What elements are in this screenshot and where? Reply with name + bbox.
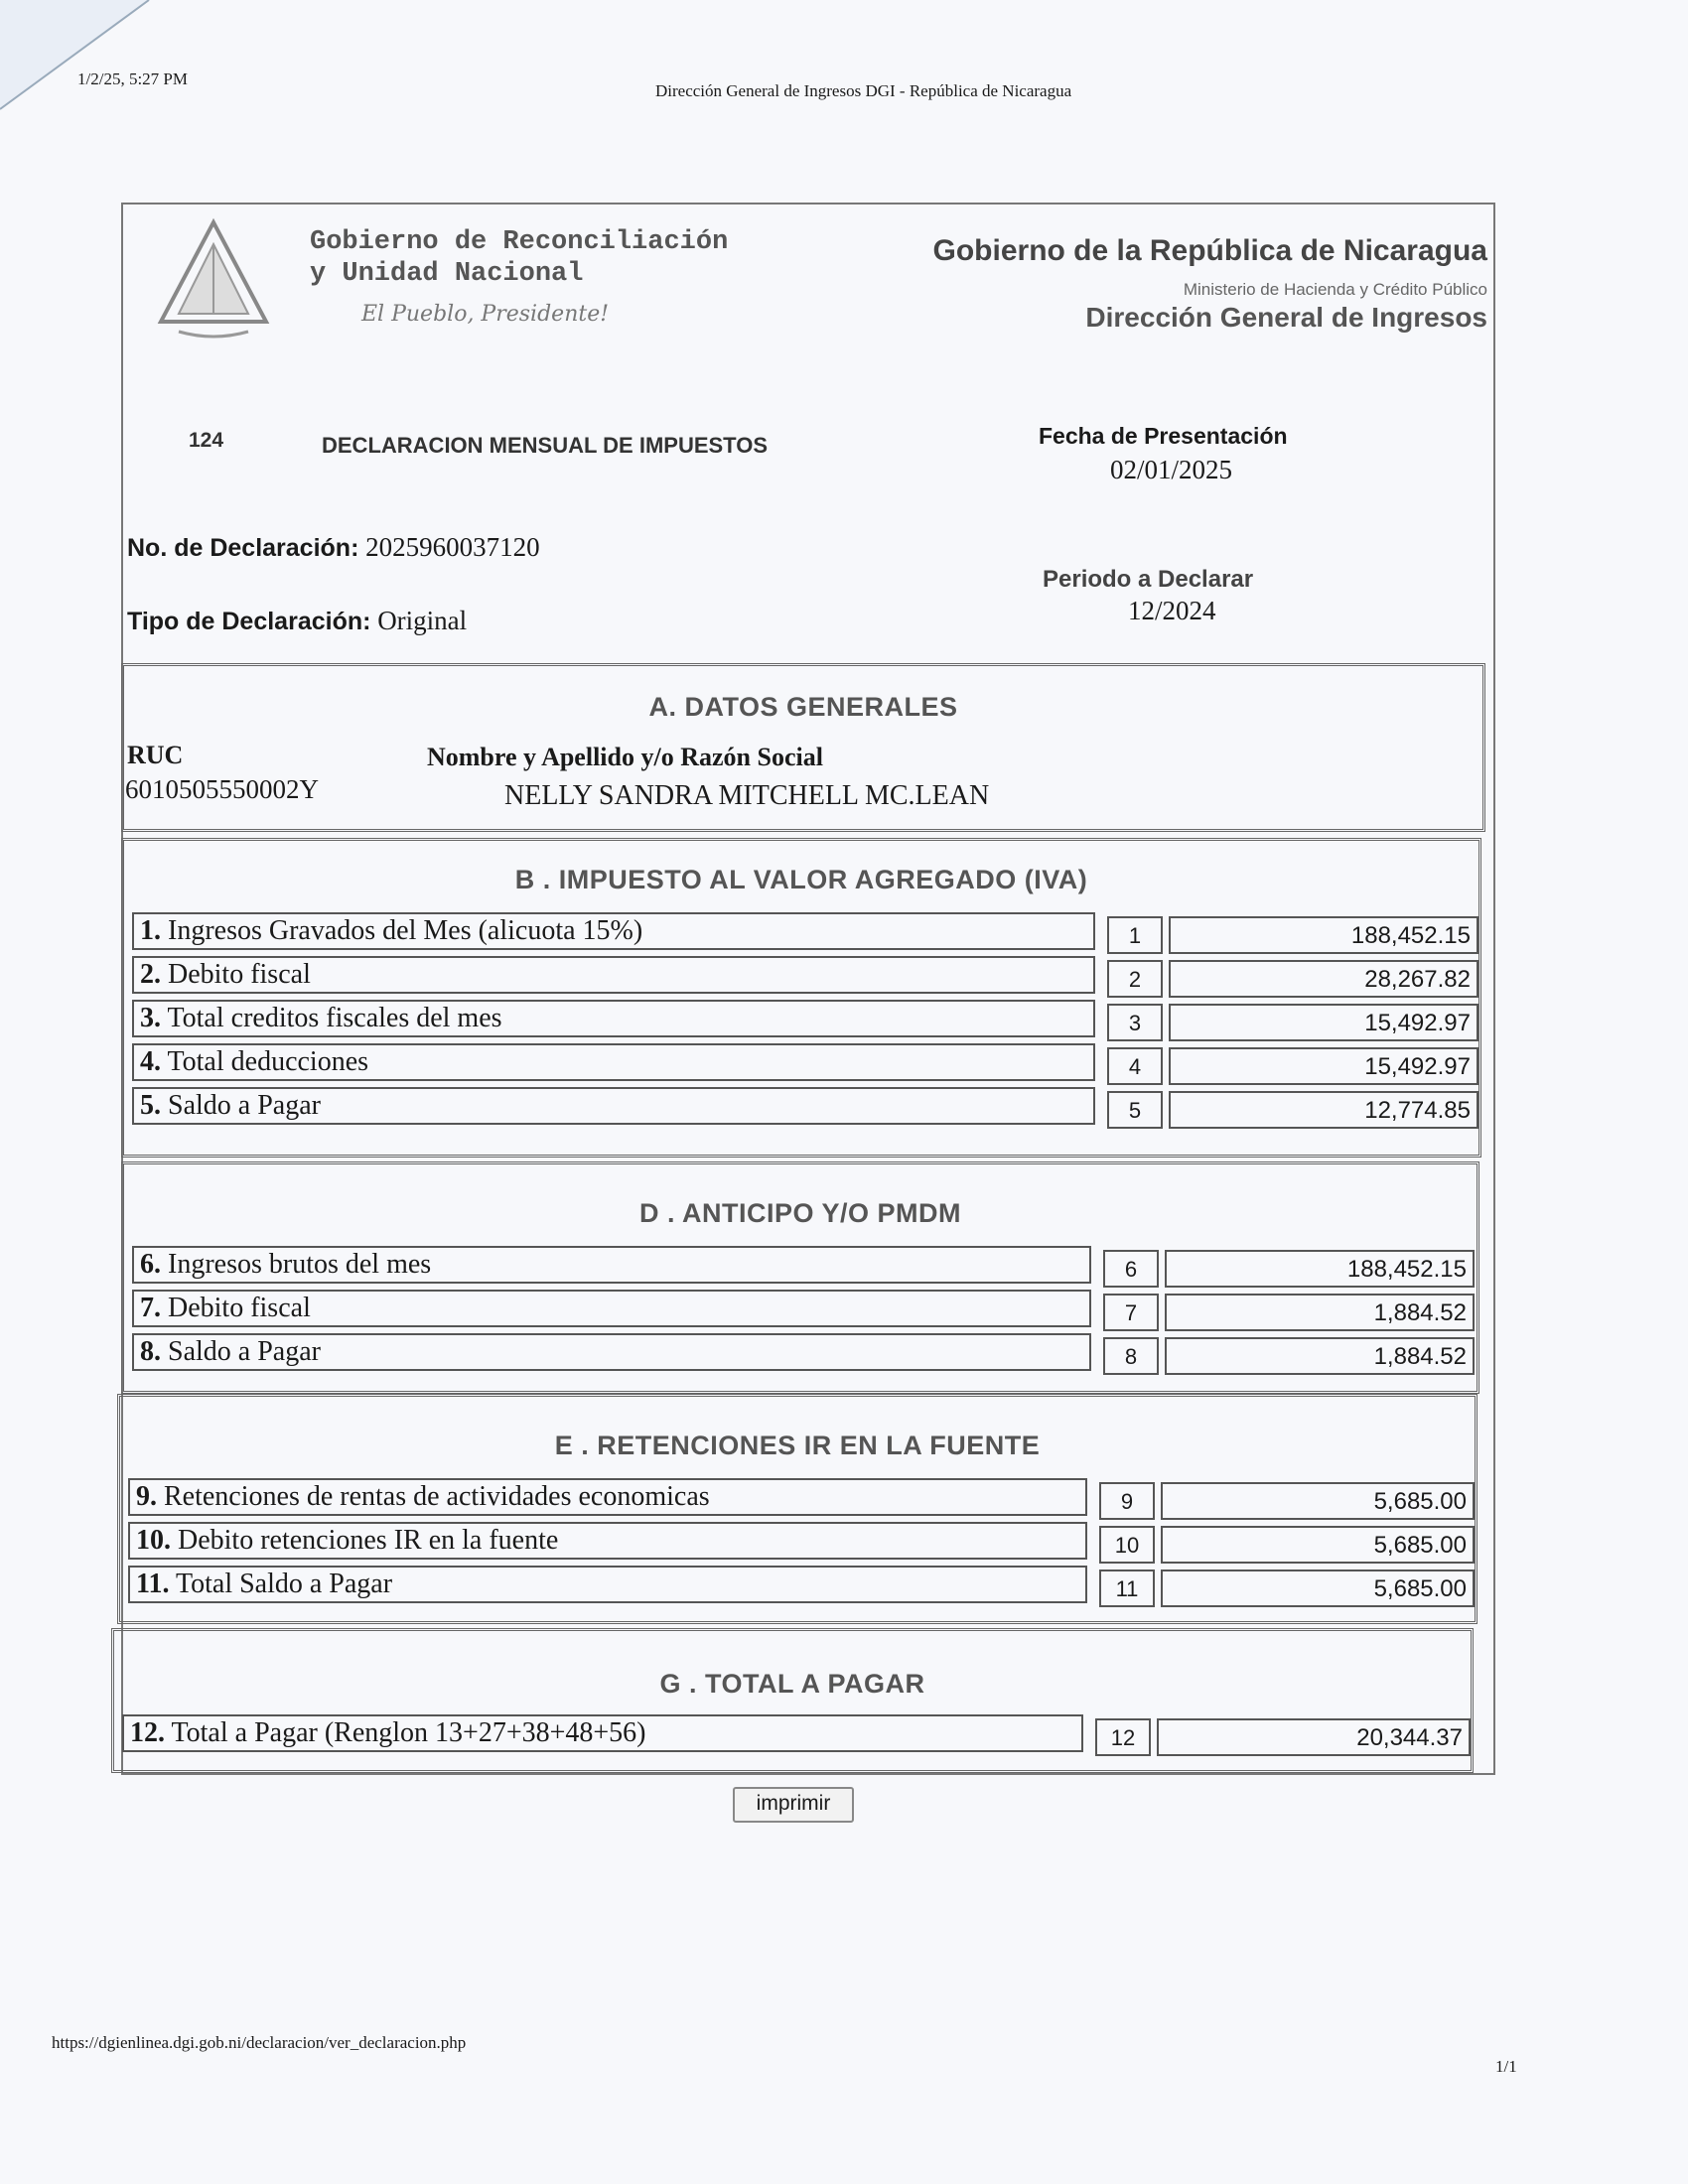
scan-corner-artifact — [0, 0, 159, 119]
razon-social-value: NELLY SANDRA MITCHELL MC.LEAN — [504, 780, 990, 811]
government-republic-header — [933, 234, 1487, 334]
gov-right-line3: Dirección General de Ingresos — [1085, 302, 1487, 333]
section-iva — [121, 838, 1481, 1158]
row-line-number: 3 — [1107, 1004, 1163, 1041]
motto-signature: El Pueblo, Presidente! — [361, 302, 610, 327]
row-value: 188,452.15 — [1169, 916, 1478, 954]
gov-right-line1: Gobierno de la República de Nicaragua — [932, 234, 1487, 267]
row-description: 2. Debito fiscal — [132, 956, 1095, 994]
row-value: 15,492.97 — [1169, 1004, 1478, 1041]
ruc-value: 6010505550002Y — [125, 774, 319, 804]
gov-left-line2: y Unidad Nacional — [310, 259, 584, 289]
row-description: 4. Total deducciones — [132, 1043, 1095, 1081]
row-line-number: 10 — [1099, 1526, 1155, 1564]
section-d-title: D . ANTICIPO Y/O PMDM — [638, 1198, 962, 1228]
fecha-presentacion-label: Fecha de Presentación — [1039, 423, 1288, 449]
print-url: https://dgienlinea.dgi.gob.ni/declaracion/ver_declaracion.php — [52, 2033, 467, 2052]
print-page-number: 1/1 — [1495, 2057, 1517, 2076]
row-description: 3. Total creditos fiscales del mes — [132, 1000, 1095, 1037]
tipo-declaracion-value: Original — [377, 606, 468, 635]
numero-declaracion-label: No. de Declaración: — [127, 534, 359, 562]
periodo-label: Periodo a Declarar — [1043, 566, 1254, 593]
numero-declaracion — [127, 532, 540, 563]
row-description: 10. Debito retenciones IR en la fuente — [128, 1522, 1087, 1560]
row-value: 1,884.52 — [1165, 1337, 1475, 1375]
section-retenciones — [117, 1394, 1477, 1624]
section-b-title: B . IMPUESTO AL VALOR AGREGADO (IVA) — [514, 865, 1088, 894]
row-line-number: 11 — [1099, 1570, 1155, 1607]
row-line-number: 5 — [1107, 1091, 1163, 1129]
row-line-number: 2 — [1107, 960, 1163, 998]
row-value: 1,884.52 — [1165, 1294, 1475, 1331]
row-line-number: 12 — [1095, 1718, 1151, 1756]
row-description: 1. Ingresos Gravados del Mes (alicuota 15%) — [132, 912, 1095, 950]
razon-social-label: Nombre y Apellido y/o Razón Social — [427, 743, 823, 771]
gov-left-line1: Gobierno de Reconciliación — [310, 227, 729, 257]
fecha-presentacion-value: 02/01/2025 — [1110, 455, 1233, 484]
section-anticipo — [121, 1161, 1479, 1394]
row-description: 7. Debito fiscal — [132, 1290, 1091, 1327]
government-name — [310, 226, 728, 290]
form-title: DECLARACION MENSUAL DE IMPUESTOS — [322, 433, 769, 458]
row-description: 12. Total a Pagar (Renglon 13+27+38+48+56) — [122, 1714, 1083, 1752]
row-value: 28,267.82 — [1169, 960, 1478, 998]
numero-declaracion-value: 2025960037120 — [365, 532, 540, 562]
row-line-number: 6 — [1103, 1250, 1159, 1288]
section-g-title: G . TOTAL A PAGAR — [659, 1669, 925, 1699]
tipo-declaracion-label: Tipo de Declaración: — [127, 608, 371, 635]
ruc-label: RUC — [127, 741, 184, 769]
government-logo-icon — [149, 214, 278, 343]
section-total-a-pagar — [111, 1628, 1474, 1773]
row-line-number: 9 — [1099, 1482, 1155, 1520]
section-e-title: E . RETENCIONES IR EN LA FUENTE — [554, 1431, 1041, 1460]
row-value: 5,685.00 — [1161, 1482, 1475, 1520]
gov-right-line2: Ministerio de Hacienda y Crédito Público — [1183, 280, 1487, 299]
section-a-title: A. DATOS GENERALES — [648, 692, 958, 722]
row-value: 15,492.97 — [1169, 1047, 1478, 1085]
periodo-value: 12/2024 — [1128, 596, 1216, 625]
row-line-number: 4 — [1107, 1047, 1163, 1085]
row-line-number: 7 — [1103, 1294, 1159, 1331]
print-button[interactable]: imprimir — [733, 1787, 854, 1823]
row-value: 5,685.00 — [1161, 1570, 1475, 1607]
tipo-declaracion — [127, 606, 467, 636]
row-value: 20,344.37 — [1157, 1718, 1471, 1756]
row-value: 12,774.85 — [1169, 1091, 1478, 1129]
row-description: 5. Saldo a Pagar — [132, 1087, 1095, 1125]
row-line-number: 8 — [1103, 1337, 1159, 1375]
row-description: 9. Retenciones de rentas de actividades economicas — [128, 1478, 1087, 1516]
form-number: 124 — [189, 429, 224, 452]
row-description: 11. Total Saldo a Pagar — [128, 1566, 1087, 1603]
row-line-number: 1 — [1107, 916, 1163, 954]
row-description: 8. Saldo a Pagar — [132, 1333, 1091, 1371]
row-description: 6. Ingresos brutos del mes — [132, 1246, 1091, 1284]
print-datetime: 1/2/25, 5:27 PM — [77, 69, 188, 88]
row-value: 188,452.15 — [1165, 1250, 1475, 1288]
row-value: 5,685.00 — [1161, 1526, 1475, 1564]
print-page-title: Dirección General de Ingresos DGI - República de Nicaragua — [655, 81, 1072, 100]
